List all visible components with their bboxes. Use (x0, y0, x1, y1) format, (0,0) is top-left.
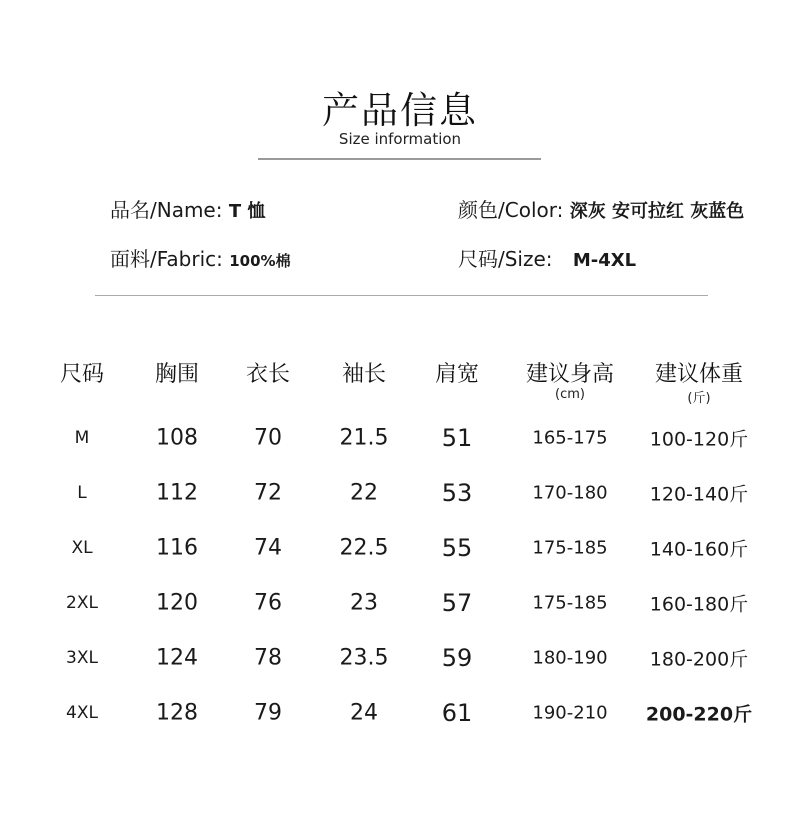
cell-size: 3XL (66, 648, 98, 668)
info-color (458, 194, 744, 223)
cell-shoulder: 55 (441, 534, 473, 562)
cell-height: 180-190 (532, 647, 608, 669)
cell-sleeve: 23 (350, 590, 378, 616)
header-chest: 胸围 (154, 362, 199, 387)
cell-shoulder: 57 (441, 589, 473, 617)
cell-sleeve: 21.5 (339, 425, 389, 451)
cell-length: 78 (254, 645, 282, 671)
cell-weight: 180-200斤 (649, 648, 749, 671)
info-name-label: 品名/Name: (110, 198, 223, 222)
cell-chest: 116 (156, 535, 198, 561)
cell-length: 76 (254, 590, 282, 616)
cell-weight: 200-220斤 (645, 703, 753, 726)
cell-size: 2XL (66, 593, 98, 613)
header-weight-unit: (斤) (687, 391, 711, 406)
cell-length: 79 (254, 700, 282, 726)
info-size (458, 243, 636, 272)
info-color-label: 颜色/Color: (458, 198, 564, 222)
cell-size: XL (71, 538, 93, 558)
cell-weight: 160-180斤 (649, 593, 749, 616)
cell-shoulder: 59 (441, 644, 473, 672)
cell-height: 190-210 (532, 702, 608, 724)
cell-height: 170-180 (532, 482, 608, 504)
header-height: 建议身高 (525, 362, 614, 387)
cell-size: L (77, 483, 87, 503)
info-fabric (110, 243, 291, 272)
cell-length: 72 (254, 480, 282, 506)
info-color-value: 深灰 安可拉红 灰蓝色 (569, 201, 745, 222)
cell-shoulder: 51 (441, 424, 473, 452)
header-weight: 建议体重 (654, 362, 743, 387)
header-height-unit: (cm) (555, 387, 585, 402)
cell-height: 175-185 (532, 592, 608, 614)
info-size-label: 尺码/Size: (458, 247, 553, 271)
cell-length: 70 (254, 425, 282, 451)
info-size-value: M-4XL (572, 250, 637, 271)
info-fabric-label: 面料/Fabric: (110, 247, 223, 271)
cell-sleeve: 23.5 (339, 645, 389, 671)
cell-shoulder: 53 (441, 479, 473, 507)
cell-chest: 124 (156, 645, 198, 671)
cell-size: M (74, 428, 90, 448)
cell-sleeve: 24 (350, 700, 378, 726)
cell-chest: 108 (156, 425, 198, 451)
page-subtitle: Size information (338, 130, 462, 148)
cell-sleeve: 22 (350, 480, 378, 506)
cell-chest: 112 (156, 480, 198, 506)
cell-height: 175-185 (532, 537, 608, 559)
cell-weight: 100-120斤 (649, 428, 749, 451)
cell-chest: 128 (156, 700, 198, 726)
header-shoulder: 肩宽 (434, 362, 479, 387)
header-length: 衣长 (245, 362, 290, 387)
info-divider (95, 295, 708, 296)
cell-sleeve: 22.5 (339, 535, 389, 561)
header-size: 尺码 (59, 362, 104, 387)
cell-chest: 120 (156, 590, 198, 616)
title-divider (258, 158, 541, 160)
header-sleeve: 袖长 (341, 362, 386, 387)
cell-length: 74 (254, 535, 282, 561)
page-title: 产品信息 (322, 89, 478, 132)
cell-height: 165-175 (532, 427, 608, 449)
cell-weight: 120-140斤 (649, 483, 749, 506)
info-name (110, 194, 265, 223)
cell-size: 4XL (66, 703, 98, 723)
cell-weight: 140-160斤 (649, 538, 749, 561)
info-fabric-value: 100%棉 (229, 252, 291, 270)
cell-shoulder: 61 (441, 699, 473, 727)
info-name-value: T 恤 (228, 201, 266, 222)
